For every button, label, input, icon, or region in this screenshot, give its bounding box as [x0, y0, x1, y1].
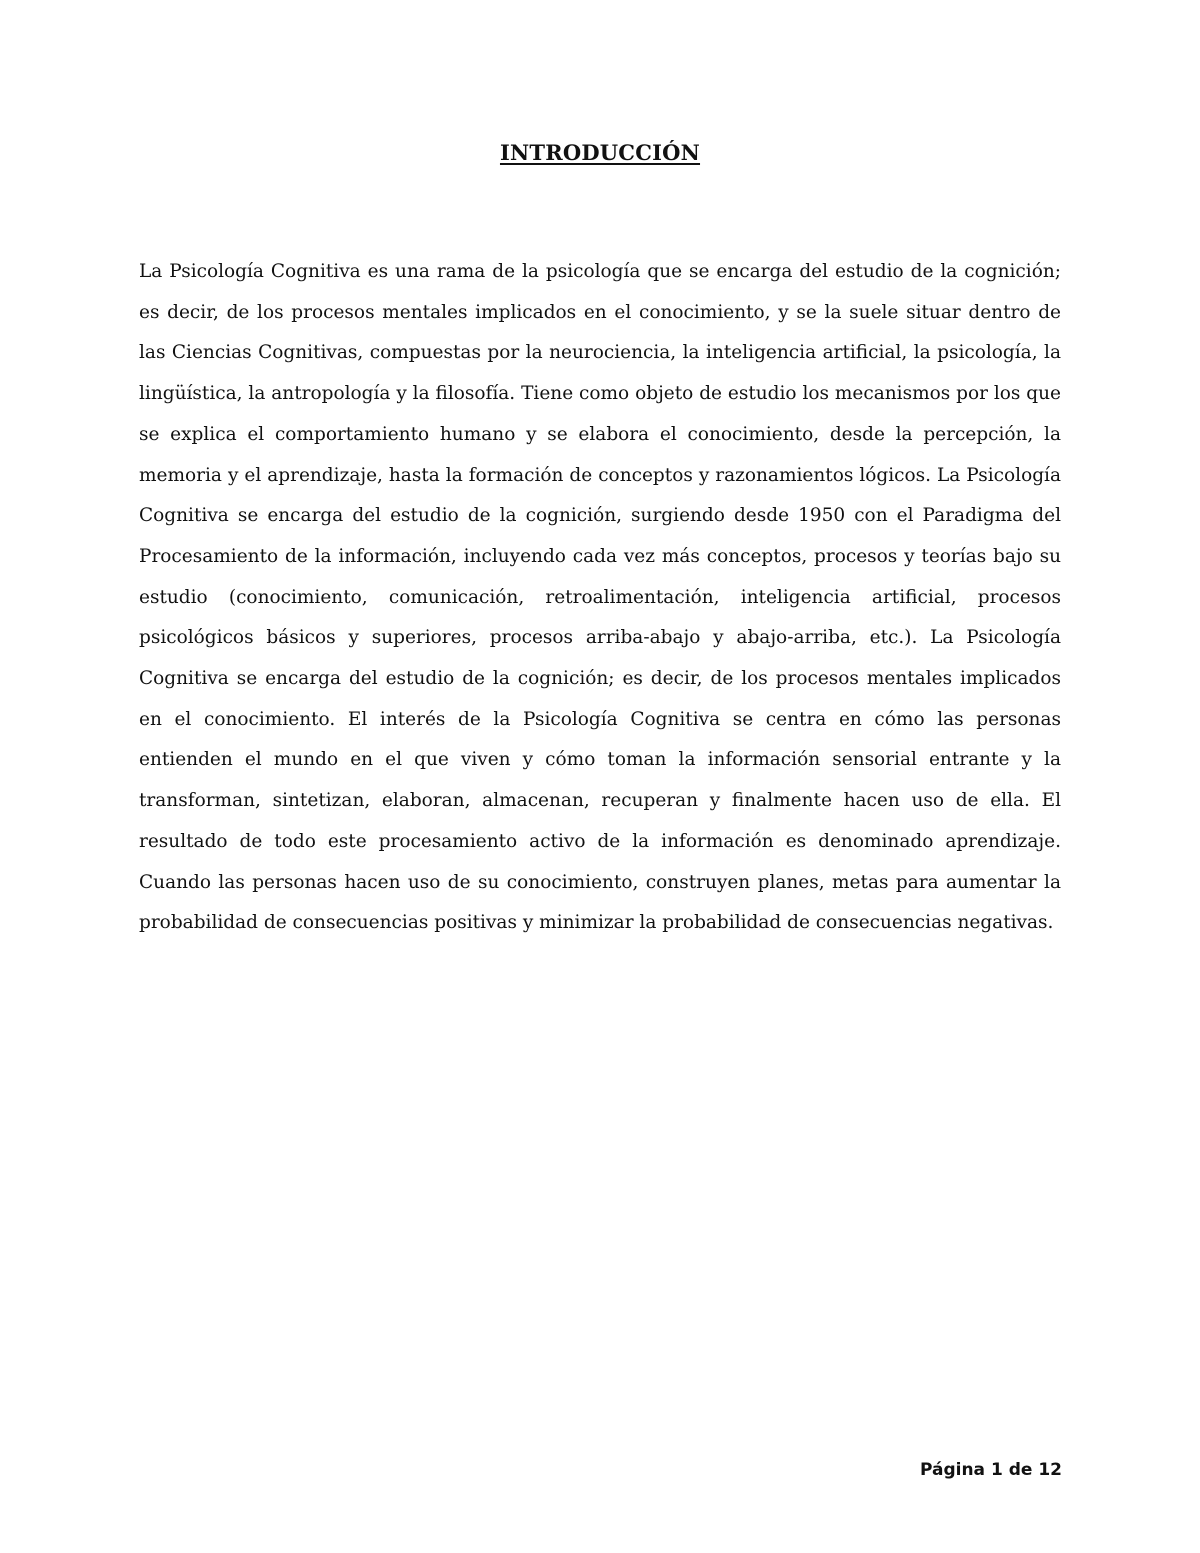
page-number-footer [920, 1460, 1062, 1480]
of-label: de [1008, 1460, 1033, 1480]
page-current: 1 [990, 1460, 1003, 1480]
page-label: Página [919, 1460, 986, 1480]
page-title: INTRODUCCIÓN [499, 140, 701, 165]
body-paragraph: La Psicología Cognitiva es una rama de la psicología que se encarga del estudio de la cognición; es decir, de los procesos mentales implicados en el conocimiento, y se la suele situar dentro de las Ciencias Cognitivas, compuestas por la neurociencia, la inteligencia artificial, la psicología, la lingüística, la antropología y la filosofía. Tiene como objeto de estudio los mecanismos por los que se explica el comportamiento humano y se elabora el conocimiento, desde la percepción, la memoria y el aprendizaje, hasta la formación de conceptos y razonamientos lógicos. La Psicología Cognitiva se encarga del estudio de la cognición, surgiendo desde 1950 con el Paradigma del Procesamiento de la información, incluyendo cada vez más conceptos, procesos y teorías bajo su estudio (conocimiento, comunicación, retroalimentación, inteligencia artificial, procesos psicológicos básicos y superiores, procesos arriba-abajo y abajo-arriba, etc.). La Psicología Cognitiva se encarga del estudio de la cognición; es decir, de los procesos mentales implicados en el conocimiento. El interés de la Psicología Cognitiva se centra en cómo las personas entienden el mundo en el que viven y cómo toman la información sensorial entrante y la transforman, sintetizan, elaboran, almacenan, recuperan y finalmente hacen uso de ella. El resultado de todo este procesamiento activo de la información es denominado aprendizaje. Cuando las personas hacen uso de su conocimiento, construyen planes, metas para aumentar la probabilidad de consecuencias positivas y minimizar la probabilidad de consecuencias negativas. [139, 261, 1061, 934]
page-total: 12 [1038, 1460, 1062, 1480]
